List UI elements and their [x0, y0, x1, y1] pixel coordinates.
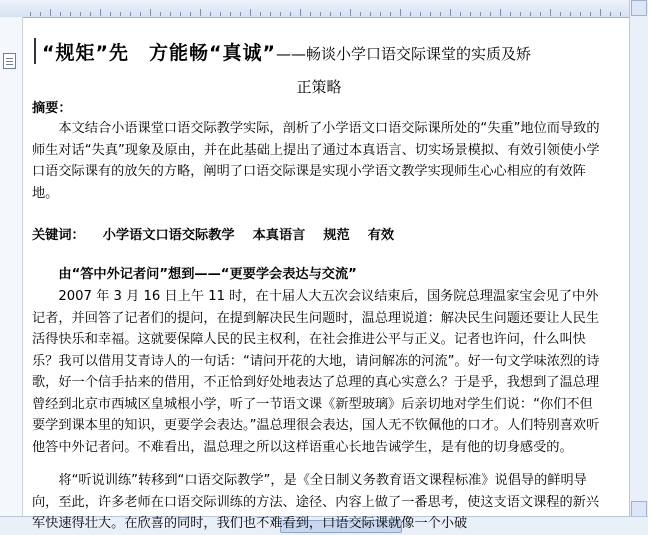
body-paragraph-2: 将“听说训练”转移到“口语交际教学”，是《全日制义务教育语文课程标准》说倡导的鲜明导向，至此，许多老师在口语交际训练的方法、途径、内容上做了一番思考，使这支语文课程的新兴军快速得壮大。在欣喜的同时，我们也不难看到，口语交际课就像一个小破 — [32, 473, 600, 531]
keyword-2: 本真语言 — [252, 228, 306, 243]
ruler-tick — [110, 12, 111, 16]
horizontal-ruler — [0, 0, 630, 18]
ruler-tick — [140, 12, 141, 16]
keyword-3: 规范 — [323, 228, 350, 243]
ruler-tick — [240, 12, 241, 16]
ruler-tick — [300, 9, 301, 16]
ruler-tick — [440, 12, 441, 16]
ruler-tick — [290, 12, 291, 16]
ruler-tick — [350, 9, 351, 16]
ruler-tick — [150, 9, 151, 16]
ruler-tick — [530, 12, 531, 16]
ruler-tick — [580, 12, 581, 16]
scroll-down-button[interactable] — [631, 501, 647, 517]
scroll-up-button[interactable] — [631, 0, 647, 16]
ruler-tick — [360, 12, 361, 16]
ruler-tick — [550, 9, 551, 16]
ruler-tick — [310, 12, 311, 16]
vertical-scrollbar[interactable] — [629, 0, 648, 517]
ruler-tick — [180, 12, 181, 16]
ruler-tick — [160, 12, 161, 16]
ruler-tick — [380, 12, 381, 16]
ruler-tick — [50, 9, 51, 16]
keyword-1: 小学语文口语交际教学 — [102, 228, 235, 243]
body-paragraph-1: 2007 年 3 月 16 日上午 11 时，在十届人大五次会议结束后，国务院总理温家宝会见了中外记者，并回答了记者们的提问，在提到解决民生问题时，温总理说道：解决民生问题还要让人民生活得快乐和幸福。这就要保障人民的民主权利，在社会推进公平与正义。记者也许问，什么叫快乐？我可以借用艾青诗人的一句话：“请问开花的大地，请问解冻的河流”。好一句文学味浓烈的诗歌，好一个信手拈来的借用，不正恰到好处地表达了总理的真心实意么？于是乎，我想到了温总理曾经到北京市西城区皇城根小学，听了一节语文课《新型玻璃》后亲切地对学生们说：“你们不但要学到课本里的知识，更要学会表达。”温总理很会表达，国人无不钦佩他的口才。人们特别喜欢听他答中外记者问。不难看出，温总理之所以这样语重心长地告诫学生，是有他的切身感受的。 — [32, 289, 600, 455]
ruler-tick — [260, 12, 261, 16]
ruler-tick — [190, 12, 191, 16]
ruler-tick — [40, 12, 41, 16]
ruler-tick — [400, 9, 401, 16]
title-main: “规矩”先 方能畅“真诚” — [42, 42, 276, 64]
document-icon — [3, 53, 16, 69]
ruler-tick — [590, 12, 591, 16]
ruler-tick — [560, 12, 561, 16]
ruler-tick — [370, 12, 371, 16]
ruler-tick — [60, 12, 61, 16]
ruler-tick — [510, 12, 511, 16]
abstract-text: 本文结合小语课堂口语交际教学实际，剖析了小学语文口语交际课所处的“失重”地位而导致的师生对话“失真”现象及原由，并在此基础上提出了通过本真语言、切实场景模拟、有效引领使小学口语交际课有的放矢的方略，阐明了口语交际课是实现小学语文教学实现师生心心相应的有效阵地。 — [32, 121, 600, 201]
ruler-tick — [420, 12, 421, 16]
ruler-tick — [430, 12, 431, 16]
left-margin-bar — [0, 17, 23, 517]
ruler-tick — [90, 12, 91, 16]
ruler-tick — [480, 12, 481, 16]
ruler-tick — [600, 9, 601, 16]
ruler-tick — [170, 12, 171, 16]
keywords-label: 关键词： — [32, 228, 85, 243]
ruler-tick — [330, 12, 331, 16]
ruler-tick — [520, 12, 521, 16]
ruler-tick — [120, 12, 121, 16]
ruler-tick — [270, 12, 271, 16]
ruler-tick — [490, 12, 491, 16]
ruler-tick — [390, 12, 391, 16]
document-page[interactable] — [28, 28, 610, 531]
ruler-tick — [100, 9, 101, 16]
title-subtitle: ——畅谈小学口语交际课堂的实质及矫 — [275, 45, 531, 63]
ruler-tick — [200, 9, 201, 16]
title-subtitle-continued: 正策略 — [296, 78, 342, 96]
ruler-tick — [610, 12, 611, 16]
keyword-4: 有效 — [367, 228, 395, 243]
ruler-tick — [250, 9, 251, 16]
ruler-tick — [130, 12, 131, 16]
section-heading: 由“答中外记者问”想到——“更要学会表达与交流” — [58, 267, 357, 282]
ruler-tick — [460, 12, 461, 16]
document-title — [42, 40, 608, 67]
keywords-line — [32, 224, 412, 243]
ruler-tick — [210, 12, 211, 16]
ruler-tick — [540, 12, 541, 16]
ruler-tick — [500, 9, 501, 16]
ruler-tick — [220, 12, 221, 16]
ruler-tick — [570, 12, 571, 16]
ruler-tick — [410, 12, 411, 16]
ruler-tick — [450, 9, 451, 16]
ruler-tick — [30, 12, 31, 16]
ruler-tick — [340, 12, 341, 16]
ruler-tick — [230, 12, 231, 16]
ruler-tick — [70, 12, 71, 16]
abstract-label: 摘要： — [32, 101, 72, 116]
ruler-tick — [280, 12, 281, 16]
ruler-tick — [80, 12, 81, 16]
ruler-tick — [320, 12, 321, 16]
ruler-tick — [620, 12, 621, 16]
ruler-tick — [470, 12, 471, 16]
